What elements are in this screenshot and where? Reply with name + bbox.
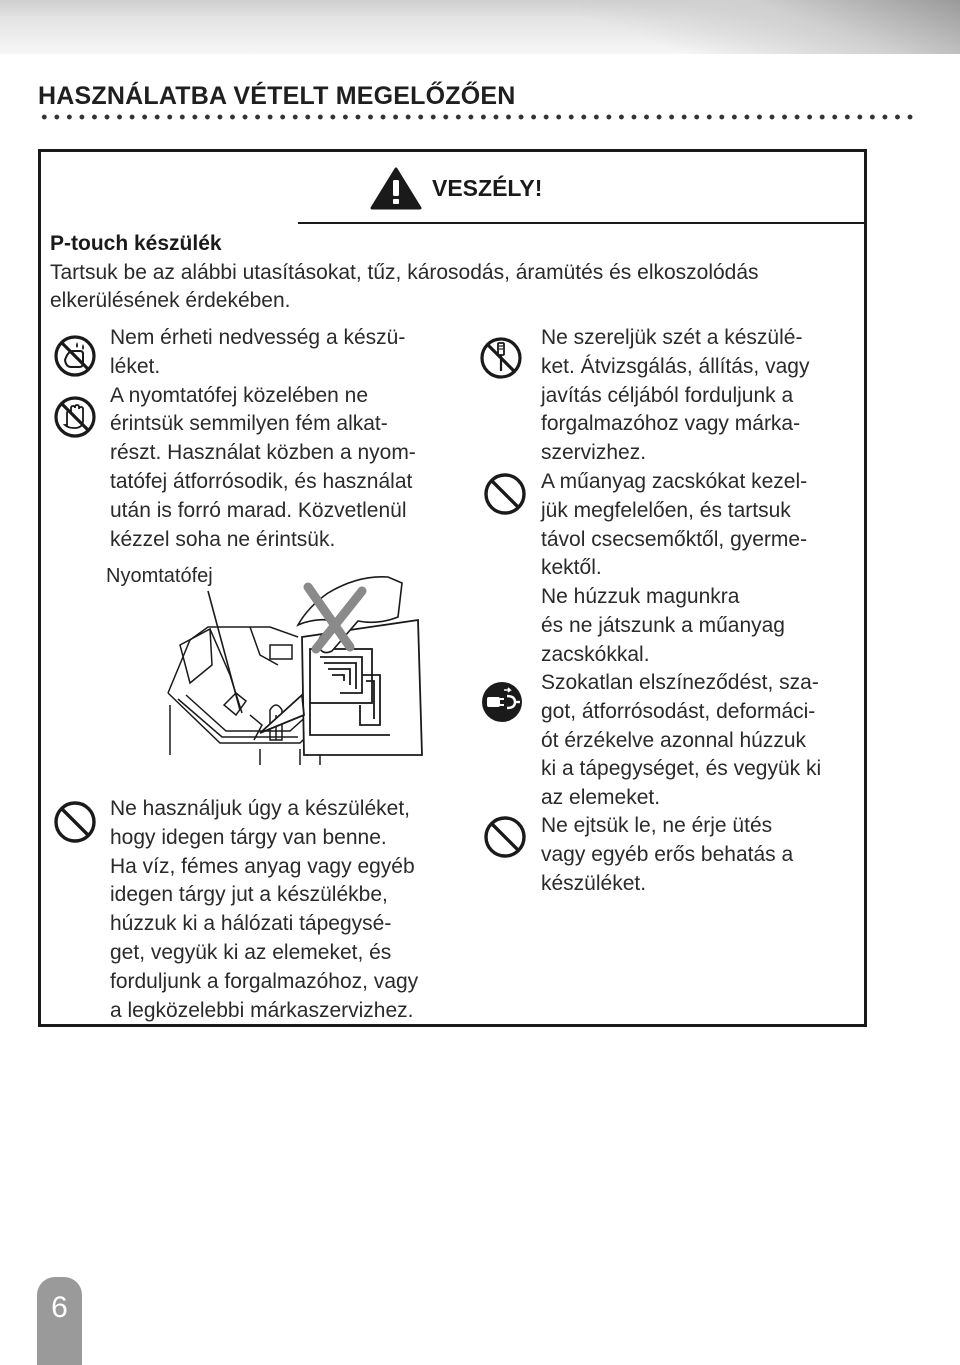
- text-line: hogy idegen tárgy van benne.: [110, 825, 387, 849]
- text-line: ki a tápegységet, és vegyük ki: [541, 757, 822, 781]
- text-line: kektől.: [541, 556, 602, 580]
- dotted-divider: [38, 112, 918, 122]
- page-number: 6: [51, 1291, 68, 1324]
- text-line: forgalmazóhoz vagy márka-: [541, 412, 801, 436]
- intro-text: [50, 259, 860, 315]
- text-line: javítás céljából forduljunk a: [541, 383, 794, 407]
- prohibition-icon: [483, 472, 527, 516]
- no-wet-hands-icon: [53, 334, 97, 378]
- text-line: Ne használjuk úgy a készüléket,: [110, 797, 410, 820]
- text-line: részt. Használat közben a nyom-: [110, 441, 416, 465]
- text-line: Nem érheti nedvesség a készü-: [110, 326, 406, 349]
- header-rule: [298, 222, 867, 224]
- text-line: zacskókkal.: [541, 642, 650, 666]
- text-line: idegen tárgy jut a készülékbe,: [110, 883, 388, 907]
- text-line: után is forró marad. Közvetlenül: [110, 498, 407, 522]
- danger-header: [370, 166, 542, 210]
- text-line: tatófej átforrósodik, és használat: [110, 469, 413, 493]
- text-line: léket.: [110, 354, 161, 378]
- no-disassembly-icon: [479, 336, 523, 380]
- text-line: vagy egyéb erős behatás a: [541, 842, 794, 866]
- text-line: húzzuk ki a hálózati tápegysé-: [110, 912, 392, 936]
- text-line: távol csecsemőktől, gyerme-: [541, 527, 808, 551]
- text-line: az elemeket.: [541, 786, 661, 810]
- right-paragraph-4: [541, 812, 793, 898]
- text-line: Ne szereljük szét a készülé-: [541, 326, 803, 349]
- text-line: A nyomtatófej közelében ne: [110, 383, 369, 407]
- danger-label: VESZÉLY!: [432, 174, 543, 201]
- right-paragraph-2: [541, 468, 807, 670]
- do-not-touch-icon: [53, 395, 97, 439]
- right-paragraph-3: [541, 669, 821, 813]
- prohibition-icon: [53, 800, 97, 844]
- text-line: forduljunk a forgalmazóhoz, vagy: [110, 969, 419, 993]
- text-line: ót érzékelve azonnal húzzuk: [541, 728, 806, 752]
- text-line: Ne ejtsük le, ne érje ütés: [541, 814, 773, 837]
- text-line: érintsük semmilyen fém alkat-: [110, 412, 388, 436]
- text-line: és ne játszunk a műanyag: [541, 613, 785, 637]
- text-line: got, átforrósodást, deformáci-: [541, 699, 816, 723]
- text-line: Ha víz, fémes anyag vagy egyéb: [110, 854, 415, 878]
- text-line: készüléket.: [541, 871, 647, 895]
- text-line: A műanyag zacskókat kezel-: [541, 470, 808, 493]
- unplug-icon: [480, 680, 524, 724]
- text-line: szervizhez.: [541, 441, 647, 465]
- text-line: Ne húzzuk magunkra: [541, 585, 740, 609]
- left-paragraph-1: [110, 324, 416, 554]
- top-header-band: [0, 0, 960, 54]
- intro-line: Tartsuk be az alábbi utasításokat, tűz, károsodás, áramütés és elkoszolódás: [50, 261, 759, 284]
- print-head-illustration: [150, 565, 440, 775]
- text-line: kézzel soha ne érintsük.: [110, 527, 336, 551]
- page-number-tab: [37, 1277, 82, 1365]
- text-line: ket. Átvizsgálás, állítás, vagy: [541, 354, 810, 378]
- warning-triangle-icon: [370, 166, 422, 210]
- print-head-caption: Nyomtatófej: [106, 565, 213, 587]
- text-line: a legközelebbi márkaszervizhez.: [110, 998, 414, 1022]
- intro-line: elkerülésének érdekében.: [50, 289, 291, 312]
- text-line: get, vegyük ki az elemeket, és: [110, 940, 392, 964]
- right-paragraph-1: [541, 324, 809, 468]
- left-paragraph-2: [110, 795, 418, 1025]
- section-title: HASZNÁLATBA VÉTELT MEGELŐZŐEN: [38, 82, 516, 110]
- device-title: P-touch készülék: [50, 232, 222, 255]
- text-line: Szokatlan elszíneződést, sza-: [541, 671, 819, 694]
- text-line: jük megfelelően, és tartsuk: [541, 498, 791, 522]
- prohibition-icon: [483, 815, 527, 859]
